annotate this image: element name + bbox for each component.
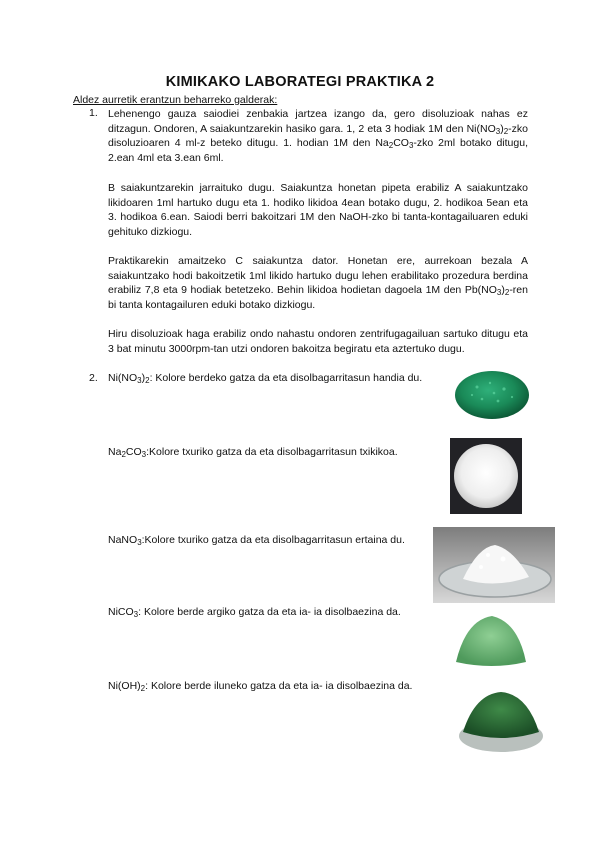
list-number-2: 2. [89, 372, 98, 384]
page-title: KIMIKAKO LABORATEGI PRAKTIKA 2 [165, 74, 435, 90]
list-number-1: 1. [89, 107, 98, 119]
salt-line-na2co3: $Na_2CO_3:Kolore$ txuriko gatza da eta disolbagarritasun txikikoa. [108, 446, 398, 459]
white-crystals-dish-photo [433, 527, 555, 603]
salt-line-ni-oh-2: $Ni(OH)_2$: Kolore berde iluneko gatza da eta ia- ia disolbaezina da. [108, 680, 413, 693]
paragraph-experiment-c: Praktikarekin amaitzeko C saiakuntza dator. Honetan ere, aurrekoan bezala A saiakuntzako hodi bakoitzetik 1ml likido hartuko dugu lehen erabilitako prozedura berdina erabiliz 7,8 eta 9 hodiak betetzeko. Behin likidoa hodietan dagoela 1M den $Pb(NO_3)_2$-ren bi tanta kontagailuren eduki botako dizkiogu. [108, 255, 528, 312]
paragraph-experiment-b: B saiakuntzarekin jarraituko dugu. Saiakuntza honetan pipeta erabiliz A saiakuntzako likidoaren 1ml hartuko dugu eta 1. hodiko likidoa 4ean botako dugu, 2. hodikoa 5ean eta 3. hodikoa 6.ean. Saiodi berri bakoitzari 1M den NaOH-zko bi tanta-kontagailuaren eduki gehituko dizkiogu. [108, 182, 528, 239]
salt-line-nico3: NiCO$_3$: Kolore berde argiko gatza da eta ia- ia disolbaezina da. [108, 606, 401, 619]
paragraph-centrifuge: Hiru disoluzioak haga erabiliz ondo nahastu ondoren zentrifugagailuan sartuko ditugu eta 3 bat minutu 3000rpm-tan utzi ondoren bakoitza begiratu eta aztertuko dugu. [108, 328, 528, 355]
green-crystals-photo [452, 365, 532, 423]
light-green-powder-photo [452, 610, 530, 670]
section-subtitle: Aldez aurretik erantzun beharreko galderak: [73, 94, 278, 106]
salt-line-ni-no3-2: $Ni(NO_3)_2$: Kolore berdeko gatza da eta disolbagarritasun handia du. [108, 372, 423, 385]
white-powder-photo [450, 438, 522, 514]
dark-green-powder-photo [455, 686, 547, 756]
salt-line-nano3: NaNO$_3$:Kolore txuriko gatza da eta disolbagarritasun ertaina du. [108, 534, 405, 547]
paragraph-experiment-a: Lehenengo gauza saiodiei zenbakia jartzea izango da, gero disoluzioak nahas ez ditzagun. Ondoren, A saiakuntzarekin hasiko gara. 1, 2 eta 3 hodiak 1M den $Ni(NO_3)_2$-zko disoluzioaren 4 ml-z beteko ditugu. 1. hodian 1M den $Na_2CO_3$-zko 2ml botako ditugu, 2.ean 4ml eta 3.ean 6ml. [108, 108, 528, 165]
